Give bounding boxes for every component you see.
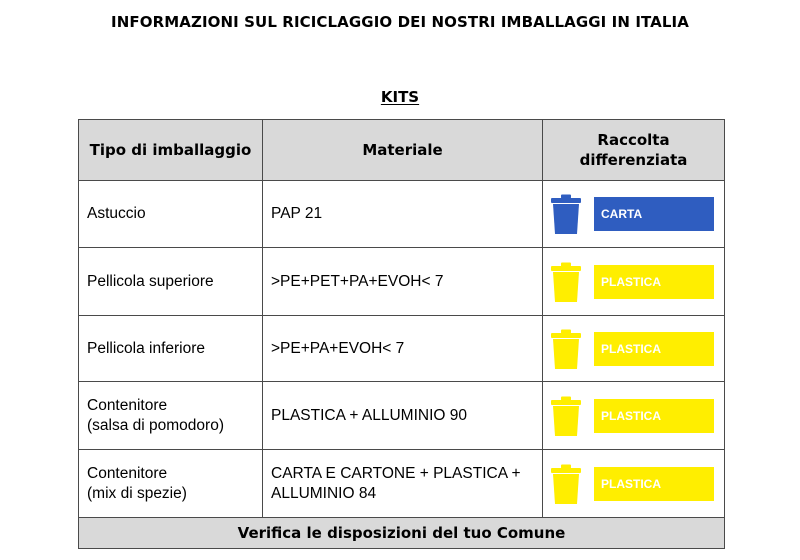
packaging-type-cell [79,316,263,382]
collection-label: PLASTICA [594,265,714,299]
yellow-recycling-bin-icon [550,329,582,369]
material-cell [263,382,543,450]
collection-cell [543,181,725,248]
footer-note: Verifica le disposizioni del tuo Comune [79,518,725,549]
header-material: Materiale [263,120,543,181]
packaging-type-cell [79,382,263,450]
collection-label: PLASTICA [594,399,714,433]
collection-cell [543,450,725,518]
material-cell [263,316,543,382]
packaging-type-detail: (mix di spezie) [87,484,187,502]
material-cell [263,248,543,316]
material-code: >PE+PET+PA+EVOH< 7 [271,272,444,290]
packaging-type: Pellicola superiore [87,272,214,290]
packaging-type-detail: (salsa di pomodoro) [87,416,224,434]
yellow-recycling-bin-icon [550,396,582,436]
header-collection: Raccolta differenziata [543,120,725,181]
packaging-type: Astuccio [87,205,146,222]
material-cell [263,181,543,248]
packaging-type-cell [79,181,263,248]
material-code: PAP 21 [271,205,323,222]
table-row [79,450,725,518]
section-title [0,88,800,106]
collection-cell [543,316,725,382]
section-title-text: KITS [380,88,420,106]
collection-cell [543,382,725,450]
packaging-type: Pellicola inferiore [87,339,206,357]
material-code: CARTA E CARTONE + PLASTICA + [271,464,521,482]
material-code-continued: ALLUMINIO 84 [271,484,377,502]
packaging-type-cell [79,450,263,518]
packaging-type: Contenitore [87,464,168,482]
collection-label: PLASTICA [594,467,714,501]
material-code: PLASTICA + ALLUMINIO 90 [271,406,467,424]
table-header-row [79,120,725,181]
packaging-type-cell [79,248,263,316]
collection-cell [543,248,725,316]
collection-label: CARTA [594,197,714,231]
material-cell [263,450,543,518]
table-footer-row [79,518,725,549]
table-row [79,316,725,382]
yellow-recycling-bin-icon [550,464,582,504]
recycling-table [78,119,725,549]
header-packaging-type: Tipo di imballaggio [79,120,263,181]
table-row [79,181,725,248]
page-title: INFORMAZIONI SUL RICICLAGGIO DEI NOSTRI IMBALLAGGI IN ITALIA [111,13,689,31]
collection-label: PLASTICA [594,332,714,366]
material-code: >PE+PA+EVOH< 7 [271,339,405,357]
packaging-type: Contenitore [87,396,168,414]
table-row [79,248,725,316]
yellow-recycling-bin-icon [550,262,582,302]
table-row [79,382,725,450]
blue-recycling-bin-icon [550,194,582,234]
